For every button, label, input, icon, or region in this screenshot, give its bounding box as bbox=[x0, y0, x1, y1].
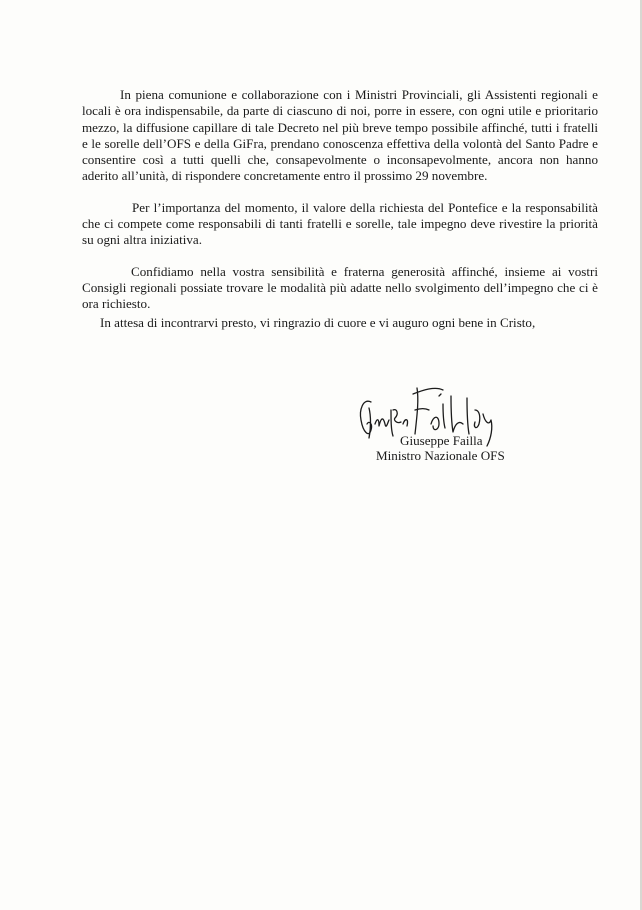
paragraph-1: In piena comunione e collaborazione con i Ministri Provinciali, gli Assistenti regionali e locali è ora indispensabile, da parte di ciascuno di noi, porre in essere, con ogni utile e prioritario mezzo, la diffusione capillare di tale Decreto nel più breve tempo possibile affinché, tutti i fratelli e le sorelle dell’OFS e della GiFra, prendano conoscenza effettiva della volontà del Santo Padre e consentire così a tutti quelli che, consapevolmente o inconsapevolmente, ancora non hanno aderito all’unità, di rispondere concretamente entro il prossimo 29 novembre. bbox=[82, 87, 598, 184]
closing-line: In attesa di incontrarvi presto, vi ringrazio di cuore e vi auguro ogni bene in Cristo, bbox=[100, 315, 536, 330]
letter-body bbox=[82, 87, 598, 328]
signer-role: Ministro Nazionale OFS bbox=[376, 448, 505, 463]
signature-block bbox=[355, 380, 555, 470]
paragraph-3: Confidiamo nella vostra sensibilità e fraterna generosità affinché, insieme ai vostri Consigli regionali possiate trovare le modalità più adatte nello svolgimento dell’impegno che ci è ora richiesto. bbox=[82, 263, 598, 312]
paragraph-2: Per l’importanza del momento, il valore della richiesta del Pontefice e la responsabilità che ci compete come responsabili di tanti fratelli e sorelle, tale impegno deve rivestire la priorità su ogni altra iniziativa. bbox=[82, 199, 598, 248]
signer-name: Giuseppe Failla bbox=[400, 433, 483, 448]
